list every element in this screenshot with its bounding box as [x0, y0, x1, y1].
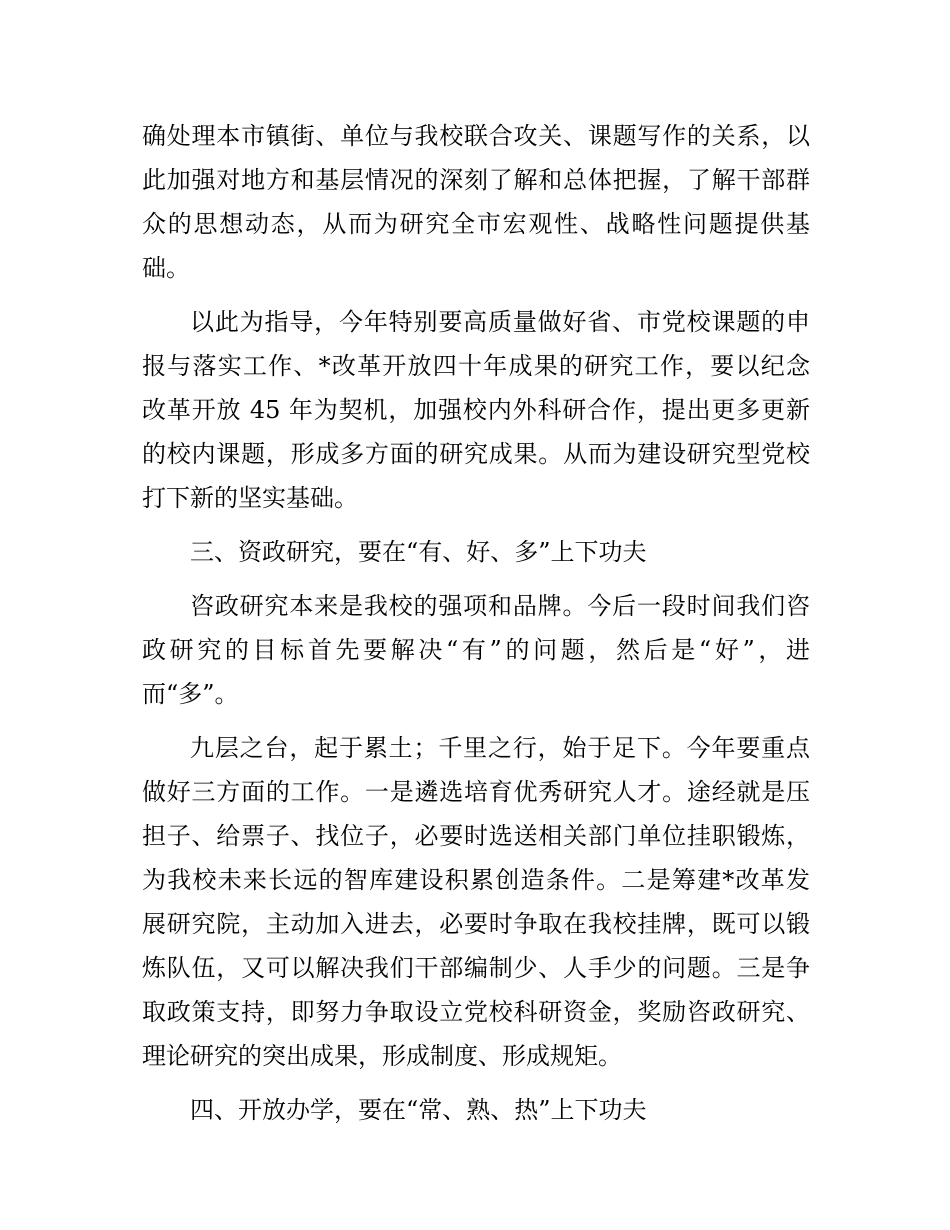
paragraph-line: 做好三方面的工作。一是遴选培育优秀研究人才。途经就是压 — [142, 778, 810, 806]
paragraph-line: 改革开放 45 年为契机，加强校内外科研合作，提出更多更新 — [142, 396, 810, 424]
paragraph-line: 政研究的目标首先要解决“有”的问题，然后是“好”，进 — [142, 636, 810, 664]
paragraph-line: 担子、给票子、找位子，必要时选送相关部门单位挂职锻炼， — [142, 822, 810, 850]
paragraph-line: 报与落实工作、*改革开放四十年成果的研究工作，要以纪念 — [142, 352, 810, 380]
paragraph-line: 础。 — [142, 254, 190, 282]
section-heading: 四、开放办学，要在“常、熟、热”上下功夫 — [190, 1096, 647, 1124]
paragraph-line: 而“多”。 — [142, 680, 239, 708]
paragraph-line: 理论研究的突出成果，形成制度、形成规矩。 — [142, 1042, 622, 1070]
paragraph-line: 取政策支持，即努力争取设立党校科研资金，奖励咨政研究、 — [142, 998, 810, 1026]
paragraph-line: 咨政研究本来是我校的强项和品牌。今后一段时间我们咨 — [190, 592, 810, 620]
section-heading: 三、资政研究，要在“有、好、多”上下功夫 — [190, 538, 647, 566]
paragraph-line: 九层之台，起于累土；千里之行，始于足下。今年要重点 — [190, 734, 810, 762]
paragraph-line: 众的思想动态，从而为研究全市宏观性、战略性问题提供基 — [142, 210, 810, 238]
paragraph-line: 的校内课题，形成多方面的研究成果。从而为建设研究型党校 — [142, 440, 810, 468]
paragraph-line: 打下新的坚实基础。 — [142, 484, 358, 512]
paragraph-line: 确处理本市镇街、单位与我校联合攻关、课题写作的关系，以 — [142, 122, 810, 150]
paragraph-line: 此加强对地方和基层情况的深刻了解和总体把握，了解干部群 — [142, 166, 810, 194]
paragraph-line: 展研究院，主动加入进去，必要时争取在我校挂牌，既可以锻 — [142, 910, 810, 938]
paragraph-line: 以此为指导，今年特别要高质量做好省、市党校课题的申 — [190, 308, 810, 336]
paragraph-line: 炼队伍，又可以解决我们干部编制少、人手少的问题。三是争 — [142, 954, 810, 982]
paragraph-line: 为我校未来长远的智库建设积累创造条件。二是筹建*改革发 — [142, 866, 810, 894]
